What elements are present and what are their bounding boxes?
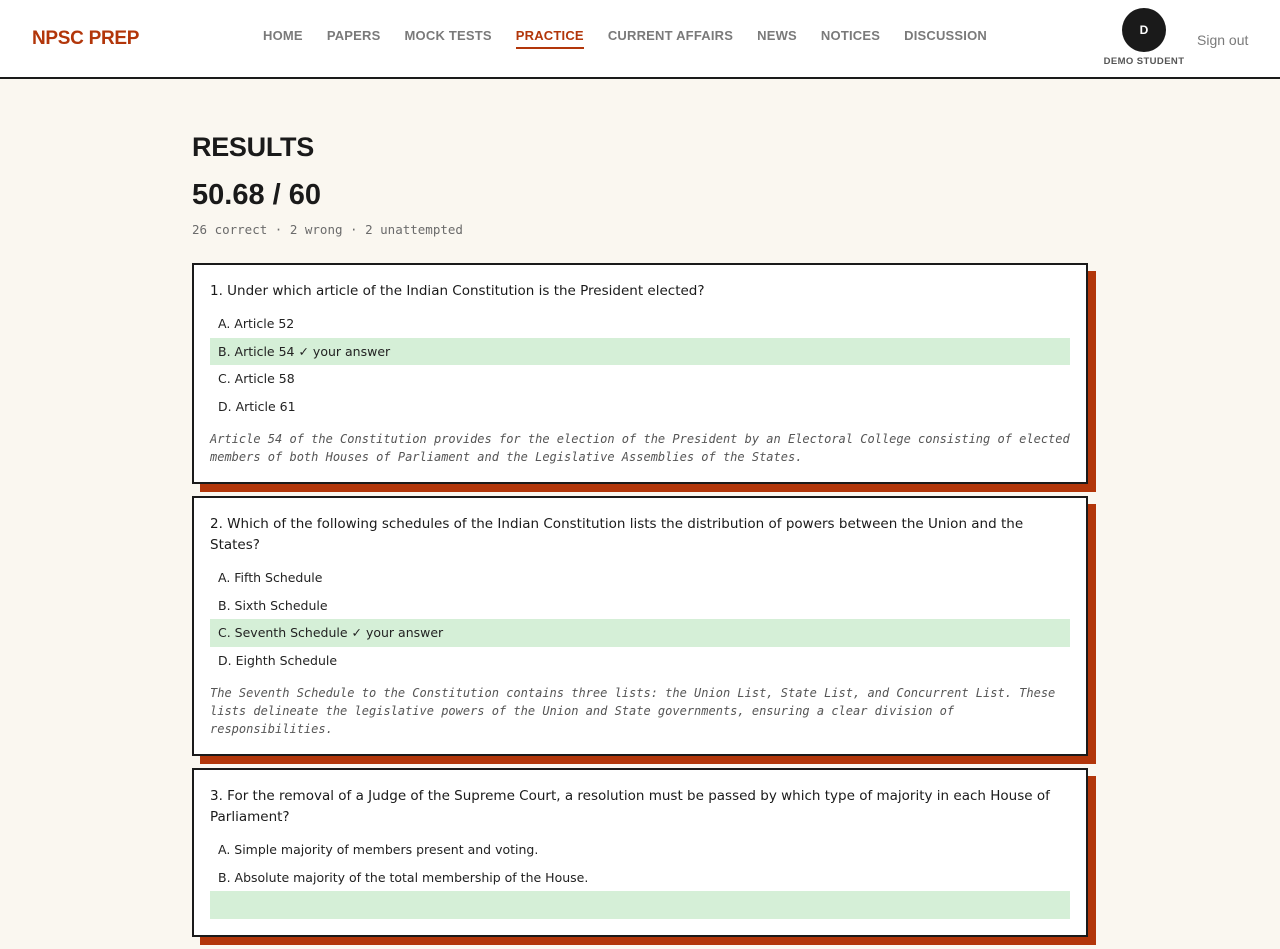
option-list bbox=[210, 564, 1070, 674]
nav-item-discussion[interactable]: DISCUSSION bbox=[904, 28, 988, 43]
option-item[interactable]: D. Eighth Schedule bbox=[218, 652, 338, 668]
nav-item-current-affairs[interactable]: CURRENT AFFAIRS bbox=[607, 28, 734, 43]
option-item[interactable]: C. Article 58 bbox=[218, 371, 295, 386]
nav-item-home[interactable]: HOME bbox=[263, 28, 303, 43]
nav-item-papers[interactable]: PAPERS bbox=[326, 28, 381, 43]
question-card-body bbox=[192, 496, 1088, 756]
top-navbar bbox=[0, 0, 1280, 79]
option-correct[interactable]: B. Article 54 ✓ your answer bbox=[210, 338, 1070, 366]
question-card-body bbox=[192, 768, 1088, 937]
nav-item-mock-tests[interactable]: MOCK TESTS bbox=[404, 28, 492, 43]
question-text: 2. Which of the following schedules of the Indian Constitution lists the distribution of powers between the Union and the States? bbox=[210, 516, 1024, 553]
question-card bbox=[192, 496, 1096, 756]
question-list bbox=[192, 263, 1096, 937]
signout-link[interactable]: Sign out bbox=[1197, 32, 1249, 48]
page-title: RESULTS bbox=[192, 132, 314, 162]
option-list bbox=[210, 836, 1070, 919]
results-summary: 26 correct · 2 wrong · 2 unattempted bbox=[192, 222, 463, 237]
main-nav bbox=[263, 28, 1011, 49]
question-text: 1. Under which article of the Indian Constitution is the President elected? bbox=[210, 283, 705, 299]
question-card-body bbox=[192, 263, 1088, 484]
answer-explanation: The Seventh Schedule to the Constitution contains three lists: the Union List, State List, and Concurrent List. These lists delineate the legislative powers of the Union and State governments, ensuring a clear division of responsibilities. bbox=[210, 686, 1056, 736]
avatar[interactable]: D bbox=[1122, 8, 1166, 52]
option-item[interactable]: B. Sixth Schedule bbox=[218, 597, 328, 613]
option-item[interactable]: B. Absolute majority of the total membership of the House. bbox=[218, 869, 589, 885]
nav-item-notices[interactable]: NOTICES bbox=[820, 28, 881, 43]
question-card bbox=[192, 263, 1096, 484]
option-correct[interactable]: C. Seventh Schedule ✓ your answer bbox=[210, 619, 1070, 647]
score-display: 50.68 / 60 bbox=[192, 179, 321, 211]
option-item[interactable]: A. Article 52 bbox=[218, 316, 295, 331]
answer-explanation: Article 54 of the Constitution provides for the election of the President by an Electoral College consisting of elected members of both Houses of Parliament and the Legislative Assemblies of the States. bbox=[210, 432, 1070, 464]
question-text: 3. For the removal of a Judge of the Supreme Court, a resolution must be passed by which type of majority in each House of Parliament? bbox=[210, 788, 1050, 825]
question-card bbox=[192, 768, 1096, 937]
nav-item-practice[interactable]: PRACTICE bbox=[516, 28, 584, 49]
site-logo[interactable]: NPSC PREP bbox=[32, 28, 140, 49]
nav-item-news[interactable]: NEWS bbox=[757, 28, 797, 43]
option-item[interactable]: D. Article 61 bbox=[218, 398, 296, 414]
option-item[interactable]: A. Fifth Schedule bbox=[218, 570, 323, 585]
option-list bbox=[210, 310, 1070, 420]
results-panel bbox=[192, 132, 1096, 949]
option-item[interactable]: A. Simple majority of members present and voting. bbox=[218, 842, 539, 857]
option-correct[interactable] bbox=[210, 891, 1070, 919]
user-name: DEMO STUDENT bbox=[1103, 56, 1185, 67]
